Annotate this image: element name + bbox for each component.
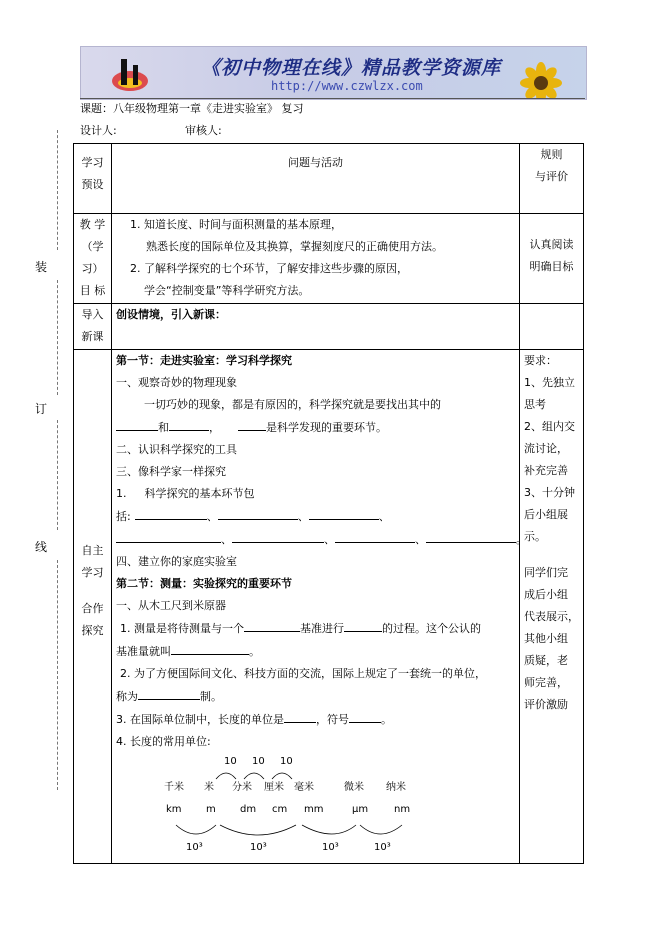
intro-eval bbox=[520, 304, 584, 350]
binding-dash-mid2 bbox=[57, 420, 58, 530]
unit-name: 微米 bbox=[344, 782, 364, 793]
subject-line: 课题：八年级物理第一章《走进实验室》 复习 bbox=[80, 102, 304, 115]
unit-symbol: mm bbox=[304, 804, 324, 815]
binding-char-ding: 订 bbox=[35, 402, 48, 416]
header-col1: 学习 预设 bbox=[74, 144, 112, 214]
unit-symbol: nm bbox=[394, 804, 411, 815]
unit-name: 厘米 bbox=[264, 782, 284, 793]
factor-top: 10 bbox=[224, 756, 237, 767]
intro-label: 导入 新课 bbox=[74, 304, 112, 350]
factor-top: 10 bbox=[252, 756, 265, 767]
intro-text: 创设情境，引入新课： bbox=[112, 304, 520, 350]
unit-symbol: dm bbox=[240, 804, 257, 815]
length-units-diagram bbox=[116, 753, 515, 863]
binding-char-zhuang: 装 bbox=[35, 260, 48, 274]
factor-top: 10 bbox=[280, 756, 293, 767]
banner-title: 《初中物理在线》精品教学资源库 bbox=[201, 57, 502, 79]
explore-label: 自主 学习 合作 探究 bbox=[74, 350, 112, 864]
header-banner bbox=[80, 46, 587, 100]
banner-url: http://www.czwlzx.com bbox=[271, 79, 423, 93]
factor-bottom: 10³ bbox=[322, 842, 339, 853]
explore-row bbox=[74, 350, 584, 864]
banner-rule bbox=[80, 98, 585, 99]
unit-symbol: cm bbox=[272, 804, 288, 815]
header-col3: 规则 与评价 bbox=[520, 144, 584, 214]
goals-row bbox=[74, 214, 584, 304]
section2-title: 第二节：测量：实验探究的重要环节 bbox=[116, 577, 292, 590]
unit-name: 毫米 bbox=[294, 782, 314, 793]
table-header-row bbox=[74, 144, 584, 214]
unit-symbol: km bbox=[166, 804, 182, 815]
unit-symbol: m bbox=[206, 804, 216, 815]
binding-dash-bottom bbox=[57, 560, 58, 790]
explore-content: 第一节：走进实验室：学习科学探究 一、观察奇妙的物理现象 一切巧妙的现象，都是有原因的，科学探究就是要找出其中的 和 ， 是科学发现的重要环节。 二、认识科学探究的工具 三、像科学家一样探究 1. 科学探究的基本环节包 括: 、 、 、 、 、 、 。 四、建立你的家庭实验室 第二节：测量：实验探究的重要环节 一、从木工尺到米原器 1. 测量是将待测量与一个 基准进行 的过程。这个公认的 基准量就叫 。 2. 为了方便国际间文化、科技方面的交流，国际上规定了一套统一的单位， 称为 制。 3. 在国际单位制中，长度的单位是 ，符号 。 4. 长度的常用单位: 10 10 10 千米 米 分米 厘米 毫米 微米 纳米 km m dm cm mm μm nm 10³ 10³ 10³ 10³ bbox=[112, 350, 520, 864]
lesson-table bbox=[73, 143, 584, 864]
binding-char-xian: 线 bbox=[35, 540, 48, 554]
site-logo-icon bbox=[109, 53, 151, 95]
header-col2: 问题与活动 bbox=[112, 144, 520, 214]
factor-bottom: 10³ bbox=[374, 842, 391, 853]
unit-name: 米 bbox=[204, 782, 214, 793]
section1-title: 第一节：走进实验室：学习科学探究 bbox=[116, 354, 292, 367]
factor-bottom: 10³ bbox=[186, 842, 203, 853]
factor-bottom: 10³ bbox=[250, 842, 267, 853]
binding-dash-mid1 bbox=[57, 280, 58, 395]
unit-name: 纳米 bbox=[386, 782, 406, 793]
reviewer-label: 审核人: bbox=[185, 124, 222, 137]
unit-symbol: μm bbox=[352, 804, 369, 815]
binding-dash-top bbox=[57, 130, 58, 250]
intro-row bbox=[74, 304, 584, 350]
sunflower-icon bbox=[511, 61, 571, 100]
goals-label: 教 学 （学习） 目 标 bbox=[74, 214, 112, 304]
explore-eval: 要求： 1、先独立 思考 2、组内交 流讨论， 补充完善 3、十分钟 后小组展 示。 同学们完 成后小组 代表展示， 其他小组 质疑，老 师完善， 评价激励 bbox=[520, 350, 584, 864]
goals-eval: 认真阅读 明确目标 bbox=[520, 214, 584, 304]
designer-label: 设计人: bbox=[80, 124, 117, 137]
unit-name: 千米 bbox=[164, 782, 184, 793]
unit-name: 分米 bbox=[232, 782, 252, 793]
goals-text: 1. 知道长度、时间与面积测量的基本原理， 熟悉长度的国际单位及其换算，掌握刻度尺的正确使用方法。 2. 了解科学探究的七个环节，了解安排这些步骤的原因， 学会“控制变量”等科学研究方法。 bbox=[112, 214, 520, 304]
